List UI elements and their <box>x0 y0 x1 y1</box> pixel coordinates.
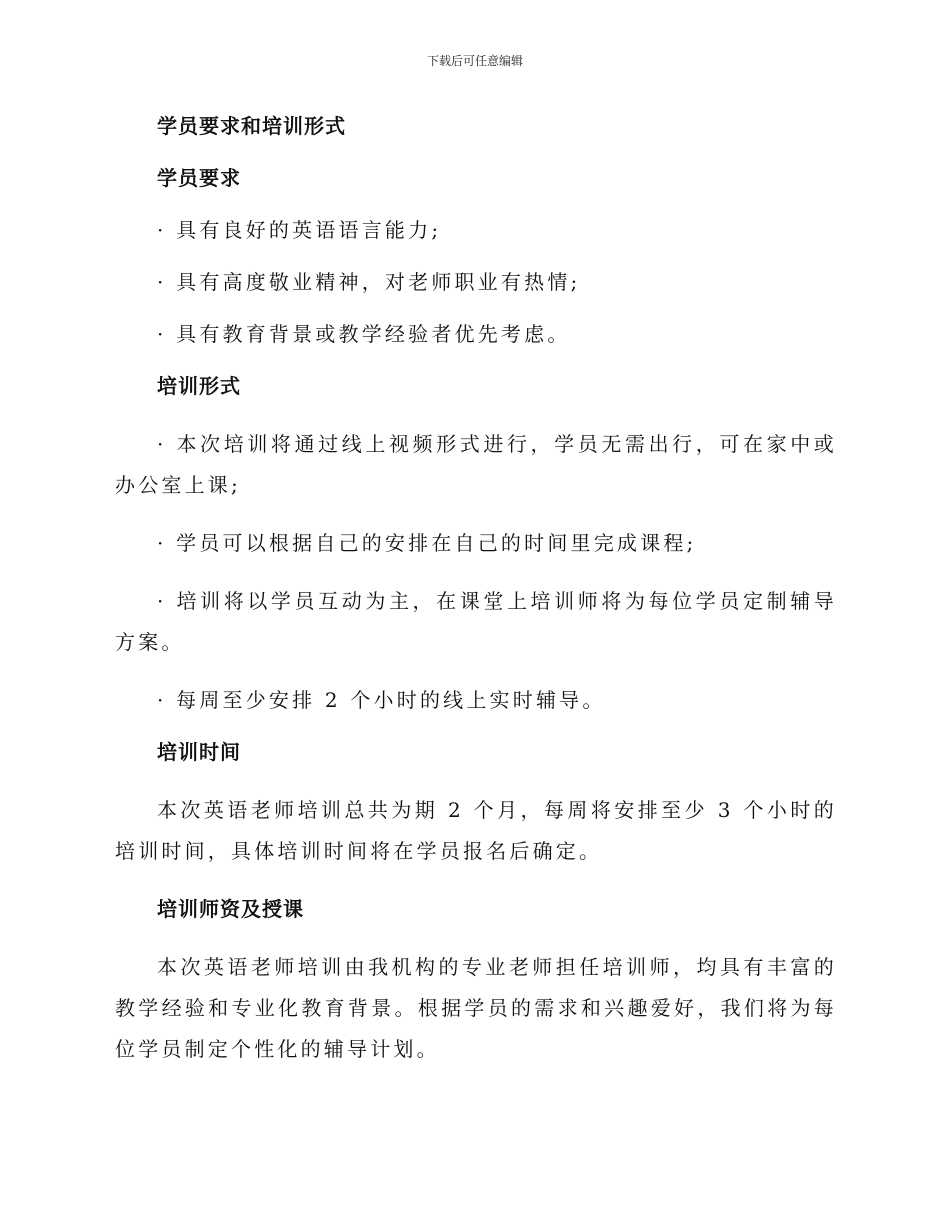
requirement-item: · 具有良好的英语语言能力; <box>157 218 442 242</box>
format-item: · 每周至少安排 2 个小时的线上实时辅导。 <box>157 688 606 712</box>
trainers-paragraph: 本次英语老师培训由我机构的专业老师担任培训师，均具有丰富的教学经验和专业化教育背景。根据学员的需求和兴趣爱好，我们将为每位学员制定个性化的辅导计划。 <box>115 955 837 1061</box>
format-item: · 学员可以根据自己的安排在自己的时间里完成课程; <box>157 531 697 555</box>
requirements-heading: 学员要求 <box>157 166 241 190</box>
document-body <box>115 112 837 1093</box>
requirement-item: · 具有高度敬业精神，对老师职业有热情; <box>157 270 581 294</box>
section-title: 学员要求和培训形式 <box>157 114 346 138</box>
time-paragraph: 本次英语老师培训总共为期 2 个月，每周将安排至少 3 个小时的培训时间，具体培训时间将在学员报名后确定。 <box>115 798 837 863</box>
time-heading: 培训时间 <box>157 740 241 764</box>
format-heading: 培训形式 <box>157 374 241 398</box>
format-item: · 培训将以学员互动为主，在课堂上培训师将为每位学员定制辅导方案。 <box>115 589 837 654</box>
trainers-heading: 培训师资及授课 <box>157 897 304 921</box>
page-header-note: 下载后可任意编辑 <box>426 54 523 68</box>
format-item: · 本次培训将通过线上视频形式进行，学员无需出行，可在家中或办公室上课; <box>115 432 837 497</box>
requirement-item: · 具有教育背景或教学经验者优先考虑。 <box>157 322 571 346</box>
